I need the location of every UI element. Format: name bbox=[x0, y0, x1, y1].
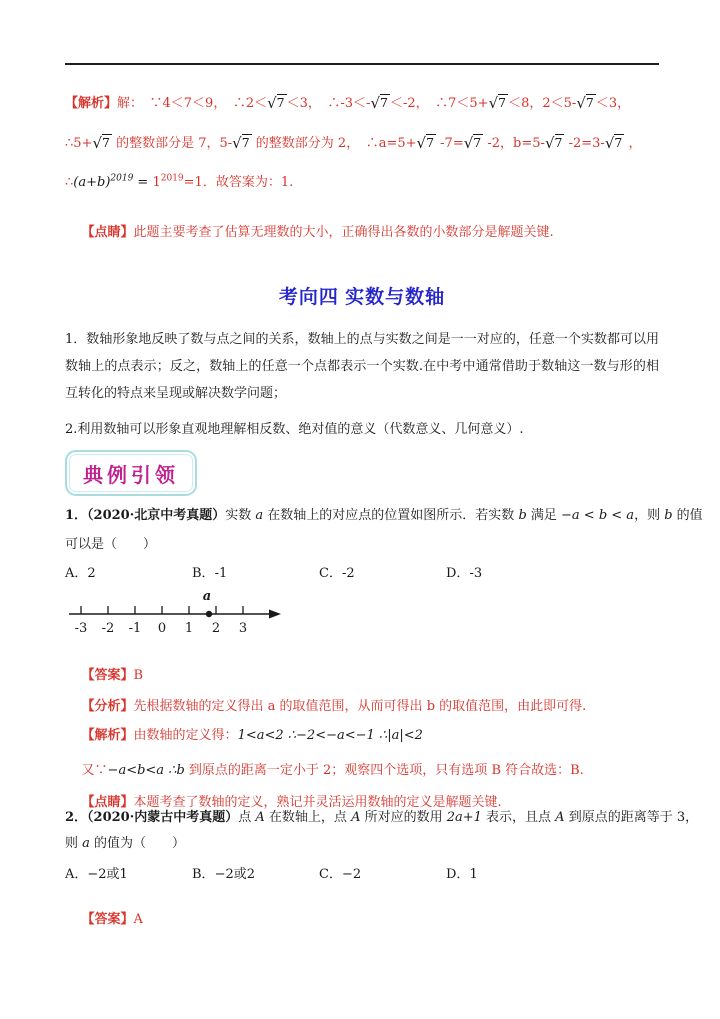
math-expression: $(a+b)^{2019}$ = bbox=[73, 173, 153, 190]
math-expression: 1<a<2 ∴−2<−a<−1 ∴|a|<2 bbox=[237, 728, 423, 743]
intro-paragraph-1: 1．数轴形象地反映了数与点之间的关系，数轴上的点与实数之间是一一对应的，任意一个实数都可以用数轴上的点表示；反之，数轴上的任意一个点都表示一个实数.在中考中通常借助于数轴这一数与形的相互转化的特点来呈现或解决数学问题； bbox=[65, 332, 659, 401]
point-a-dot bbox=[206, 611, 212, 617]
q1-option-c: C．-2 bbox=[319, 566, 355, 581]
axis-arrow-icon bbox=[269, 610, 281, 619]
sqrt-icon: √7 bbox=[232, 134, 250, 152]
tips1-line: 【点睛】此题主要考查了估算无理数的大小，正确得出各数的小数部分是解题关键. bbox=[81, 225, 554, 240]
tick-label: 3 bbox=[238, 621, 248, 636]
math-expression: 2a+1 bbox=[446, 810, 482, 825]
sqrt-icon: √7 bbox=[416, 134, 435, 152]
sqrt-icon: √7 bbox=[92, 134, 110, 152]
question2-options bbox=[65, 863, 478, 882]
example-badge bbox=[65, 450, 197, 496]
analysis1-line: 【分析】先根据数轴的定义得出 a 的取值范围，从而可得出 b 的取值范围，由此即可得. bbox=[81, 699, 587, 714]
top-rule bbox=[65, 63, 659, 65]
jiexi-label: 【解析】 bbox=[81, 728, 134, 743]
q2-option-a: A．−2或1 bbox=[65, 867, 128, 882]
q2-option-c: C．−2 bbox=[319, 867, 362, 882]
jiexi-label: 【解析】 bbox=[65, 96, 118, 111]
fenxi-label: 【分析】 bbox=[81, 699, 134, 714]
question1-line1: 1．（2020·北京中考真题）实数 a 在数轴上的对应点的位置如图所示．若实数 b 满足 −a < b < a，则 b 的值 bbox=[65, 508, 703, 523]
q2-option-d: D．1 bbox=[446, 867, 478, 882]
deduction-line: 又∵−a<b<a ∴b 到原点的距离一定小于 2；观察四个选项，只有选项 B 符合故选：B. bbox=[81, 763, 584, 778]
question2-line1: 2．（2020·内蒙古中考真题）点 A 在数轴上，点 A 所对应的数用 2a+1 表示，且点 A 到原点的距离等于 3， bbox=[65, 810, 699, 825]
q1-option-a: A．2 bbox=[65, 566, 96, 581]
inequality-expression: −a < b < a bbox=[561, 508, 635, 523]
intro-paragraph-2: 2.利用数轴可以形象直观地理解相反数、绝对值的意义（代数意义、几何意义）. bbox=[65, 422, 524, 437]
question1-options bbox=[65, 562, 482, 581]
sqrt-icon: √7 bbox=[488, 94, 507, 112]
sqrt-icon: √7 bbox=[267, 94, 285, 112]
tips2-line: 【点睛】本题考查了数轴的定义，熟记并灵活运用数轴的定义是解题关键. bbox=[81, 795, 502, 810]
q2-option-b: B．−2或2 bbox=[192, 867, 255, 882]
question1-source: 1．（2020·北京中考真题） bbox=[65, 508, 226, 523]
solution1-line2: ∴5+√7 的整数部分是 7，5-√7 的整数部分为 2， ∴a=5+√7 -7=√7 -2，b=5-√7 -2=3-√7 ， bbox=[65, 130, 641, 157]
sqrt-icon: √7 bbox=[370, 94, 388, 112]
question2-line2: 则 a 的值为（ ） bbox=[65, 836, 186, 851]
tick-label: 0 bbox=[157, 621, 167, 636]
daan-label: 【答案】 bbox=[81, 912, 134, 927]
question2-source: 2．（2020·内蒙古中考真题） bbox=[65, 810, 239, 825]
solution1-line3: $\therefore(a+b)^{2019} = 1^{2019}=1$．故答案为：1. bbox=[65, 173, 294, 190]
q1-option-d: D．-3 bbox=[446, 566, 483, 581]
question1-line2: 可以是（ ） bbox=[65, 537, 157, 552]
solution2-line: 【解析】由数轴的定义得：1<a<2 ∴−2<−a<−1 ∴|a|<2 bbox=[81, 728, 423, 743]
math-expression: −a<b<a ∴b bbox=[107, 763, 189, 778]
section-title: 考向四 实数与数轴 bbox=[278, 287, 446, 308]
dianjing-label: 【点睛】 bbox=[81, 225, 134, 240]
dianjing-label: 【点睛】 bbox=[81, 795, 134, 810]
sqrt-icon: √7 bbox=[463, 134, 482, 152]
sqrt-icon: √7 bbox=[576, 94, 594, 112]
tick-label: 1 bbox=[184, 621, 194, 636]
q1-option-b: B．-1 bbox=[192, 566, 228, 581]
tick-label: 2 bbox=[211, 621, 221, 636]
daan-label: 【答案】 bbox=[81, 668, 134, 683]
number-line-figure bbox=[65, 585, 295, 643]
example-badge-label: 典例引领 bbox=[83, 462, 179, 487]
answer1-line: 【答案】B bbox=[81, 668, 144, 683]
answer2-line: 【答案】A bbox=[81, 912, 143, 927]
sqrt-icon: √7 bbox=[604, 134, 623, 152]
tick-label: -1 bbox=[128, 621, 142, 636]
sqrt-icon: √7 bbox=[544, 134, 563, 152]
solution1-line1: 【解析】解： ∵4＜7＜9， ∴2＜√7 ＜3， ∴-3＜-√7 ＜-2， ∴7＜5+√7 ＜8，2＜5-√7 ＜3， bbox=[65, 90, 630, 117]
tick-label: -3 bbox=[74, 621, 88, 636]
tick-label: -2 bbox=[101, 621, 115, 636]
point-a-label: a bbox=[202, 589, 212, 604]
